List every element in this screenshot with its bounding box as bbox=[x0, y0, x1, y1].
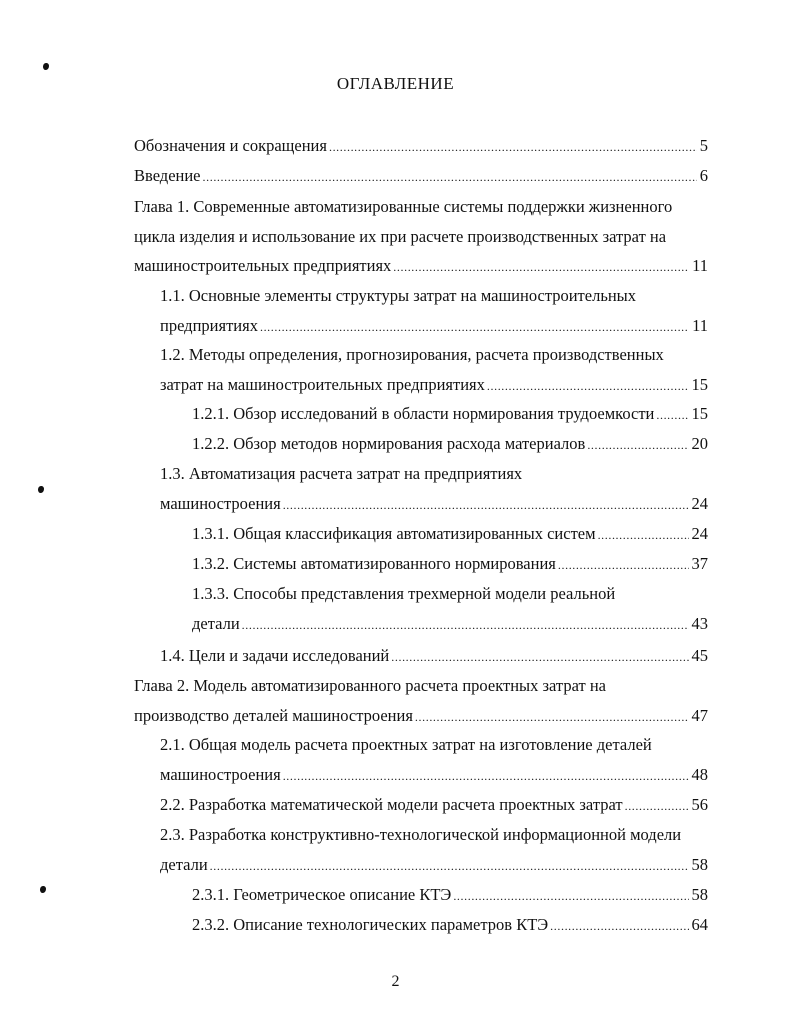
toc-page-number: 24 bbox=[691, 493, 708, 513]
toc-entry-title: 1.2.1. Обзор исследований в области нормирования трудоемкости bbox=[192, 404, 655, 423]
toc-entry-last-line bbox=[160, 764, 708, 786]
toc-entry-title: машиностроительных предприятиях bbox=[134, 256, 392, 275]
toc-entry-title: 1.3.1. Общая классификация автоматизированных систем bbox=[192, 524, 596, 543]
toc-entry-title: 1.4. Цели и задачи исследований bbox=[160, 646, 390, 665]
dot-leader bbox=[453, 885, 688, 907]
dot-leader bbox=[393, 256, 689, 278]
toc-page-number: 20 bbox=[691, 434, 708, 453]
scan-artifact-mark bbox=[38, 486, 44, 493]
toc-entry-title: Введение bbox=[134, 166, 201, 185]
toc-entry-title: производство деталей машиностроения bbox=[134, 705, 413, 725]
toc-page-number: 37 bbox=[691, 554, 708, 573]
toc-entry-title: 2.2. Разработка математической модели расчета проектных затрат bbox=[160, 795, 623, 814]
toc-entry-last-line bbox=[134, 135, 708, 157]
toc-page-number: 24 bbox=[691, 524, 708, 543]
toc-entry-last-line bbox=[160, 645, 708, 667]
toc-entry-title: Обозначения и сокращения bbox=[134, 136, 327, 155]
dot-leader bbox=[283, 765, 689, 787]
dot-leader bbox=[283, 494, 689, 516]
toc-entry-last-line bbox=[160, 854, 708, 876]
toc-entry-last-line bbox=[134, 255, 708, 277]
toc-entry-title: машиностроения bbox=[160, 493, 281, 513]
dot-leader bbox=[391, 646, 688, 668]
toc-entry-last-line bbox=[160, 794, 708, 816]
toc-entry-last-line bbox=[134, 165, 708, 187]
toc-entry-title: 1.3.2. Системы автоматизированного нормирования bbox=[192, 554, 556, 573]
toc-entry-last-line bbox=[160, 493, 708, 515]
toc-page-number: 6 bbox=[699, 166, 708, 185]
toc-entry-last-line bbox=[160, 315, 708, 337]
dot-leader bbox=[587, 434, 688, 456]
dot-leader bbox=[656, 404, 688, 426]
toc-page-number: 15 bbox=[691, 374, 708, 394]
toc-entry-title: машиностроения bbox=[160, 764, 281, 784]
toc-page-number: 15 bbox=[691, 404, 708, 423]
toc-entry-title: 2.3.2. Описание технологических параметров КТЭ bbox=[192, 915, 549, 934]
toc-page-number: 45 bbox=[691, 646, 708, 665]
toc-entry-line: цикла изделия и использование их при расчете производственных затрат на bbox=[134, 226, 667, 246]
toc-entry-last-line bbox=[192, 613, 708, 635]
toc-entry-last-line bbox=[160, 374, 708, 396]
dot-leader bbox=[487, 375, 689, 397]
dot-leader bbox=[329, 136, 697, 158]
toc-page-number: 58 bbox=[691, 885, 708, 904]
toc-entry-last-line bbox=[192, 433, 708, 455]
toc-entry-line: Глава 2. Модель автоматизированного расчета проектных затрат на bbox=[134, 676, 606, 695]
toc-entry-line: 2.3. Разработка конструктивно-технологической информационной модели bbox=[160, 825, 682, 844]
scan-artifact-mark bbox=[43, 63, 49, 70]
dot-leader bbox=[558, 554, 689, 576]
scan-artifact-mark bbox=[40, 886, 46, 893]
toc-entry-last-line bbox=[192, 523, 708, 545]
toc-entry-line: 2.1. Общая модель расчета проектных затрат на изготовление деталей bbox=[160, 735, 652, 754]
toc-page-number: 64 bbox=[691, 915, 708, 934]
page-number: 2 bbox=[391, 973, 400, 990]
toc-entry-line: 1.2. Методы определения, прогнозирования, расчета производственных bbox=[160, 345, 664, 364]
dot-leader bbox=[550, 915, 688, 937]
toc-entry-line: 1.1. Основные элементы структуры затрат на машиностроительных bbox=[160, 286, 637, 305]
dot-leader bbox=[415, 706, 689, 728]
toc-entry-last-line bbox=[134, 705, 708, 727]
toc-entry-line: 1.3.3. Способы представления трехмерной модели реальной bbox=[192, 584, 616, 603]
toc-entry-title: затрат на машиностроительных предприятиях bbox=[160, 374, 485, 394]
dot-leader bbox=[625, 795, 689, 817]
toc-page-number: 43 bbox=[691, 613, 708, 633]
toc-entry-last-line bbox=[192, 914, 708, 936]
toc-page-number: 48 bbox=[691, 764, 708, 784]
dot-leader bbox=[203, 166, 697, 188]
dot-leader bbox=[598, 524, 689, 546]
toc-entry-line: 1.3. Автоматизация расчета затрат на предприятиях bbox=[160, 464, 523, 483]
dot-leader bbox=[260, 316, 689, 338]
toc-page-number: 11 bbox=[692, 256, 708, 275]
toc-entry-title: 2.3.1. Геометрическое описание КТЭ bbox=[192, 885, 452, 904]
toc-entry-title: предприятиях bbox=[160, 315, 258, 335]
dot-leader bbox=[242, 614, 689, 636]
toc-page-number: 58 bbox=[691, 854, 708, 874]
toc-entry-title: детали bbox=[192, 613, 240, 633]
toc-entry-last-line bbox=[192, 403, 708, 425]
toc-entry-last-line bbox=[192, 553, 708, 575]
toc-page-number: 5 bbox=[699, 136, 708, 155]
toc-page-number: 47 bbox=[691, 705, 708, 725]
toc-entry-title: детали bbox=[160, 854, 208, 874]
toc-entry-title: 1.2.2. Обзор методов нормирования расхода материалов bbox=[192, 434, 586, 453]
toc-entry-last-line bbox=[192, 884, 708, 906]
toc-page-number: 56 bbox=[691, 795, 708, 814]
toc-page-number: 11 bbox=[692, 315, 708, 335]
page-title: ОГЛАВЛЕНИЕ bbox=[336, 74, 455, 93]
toc-entry-line: Глава 1. Современные автоматизированные системы поддержки жизненного bbox=[134, 197, 673, 216]
dot-leader bbox=[210, 855, 689, 877]
